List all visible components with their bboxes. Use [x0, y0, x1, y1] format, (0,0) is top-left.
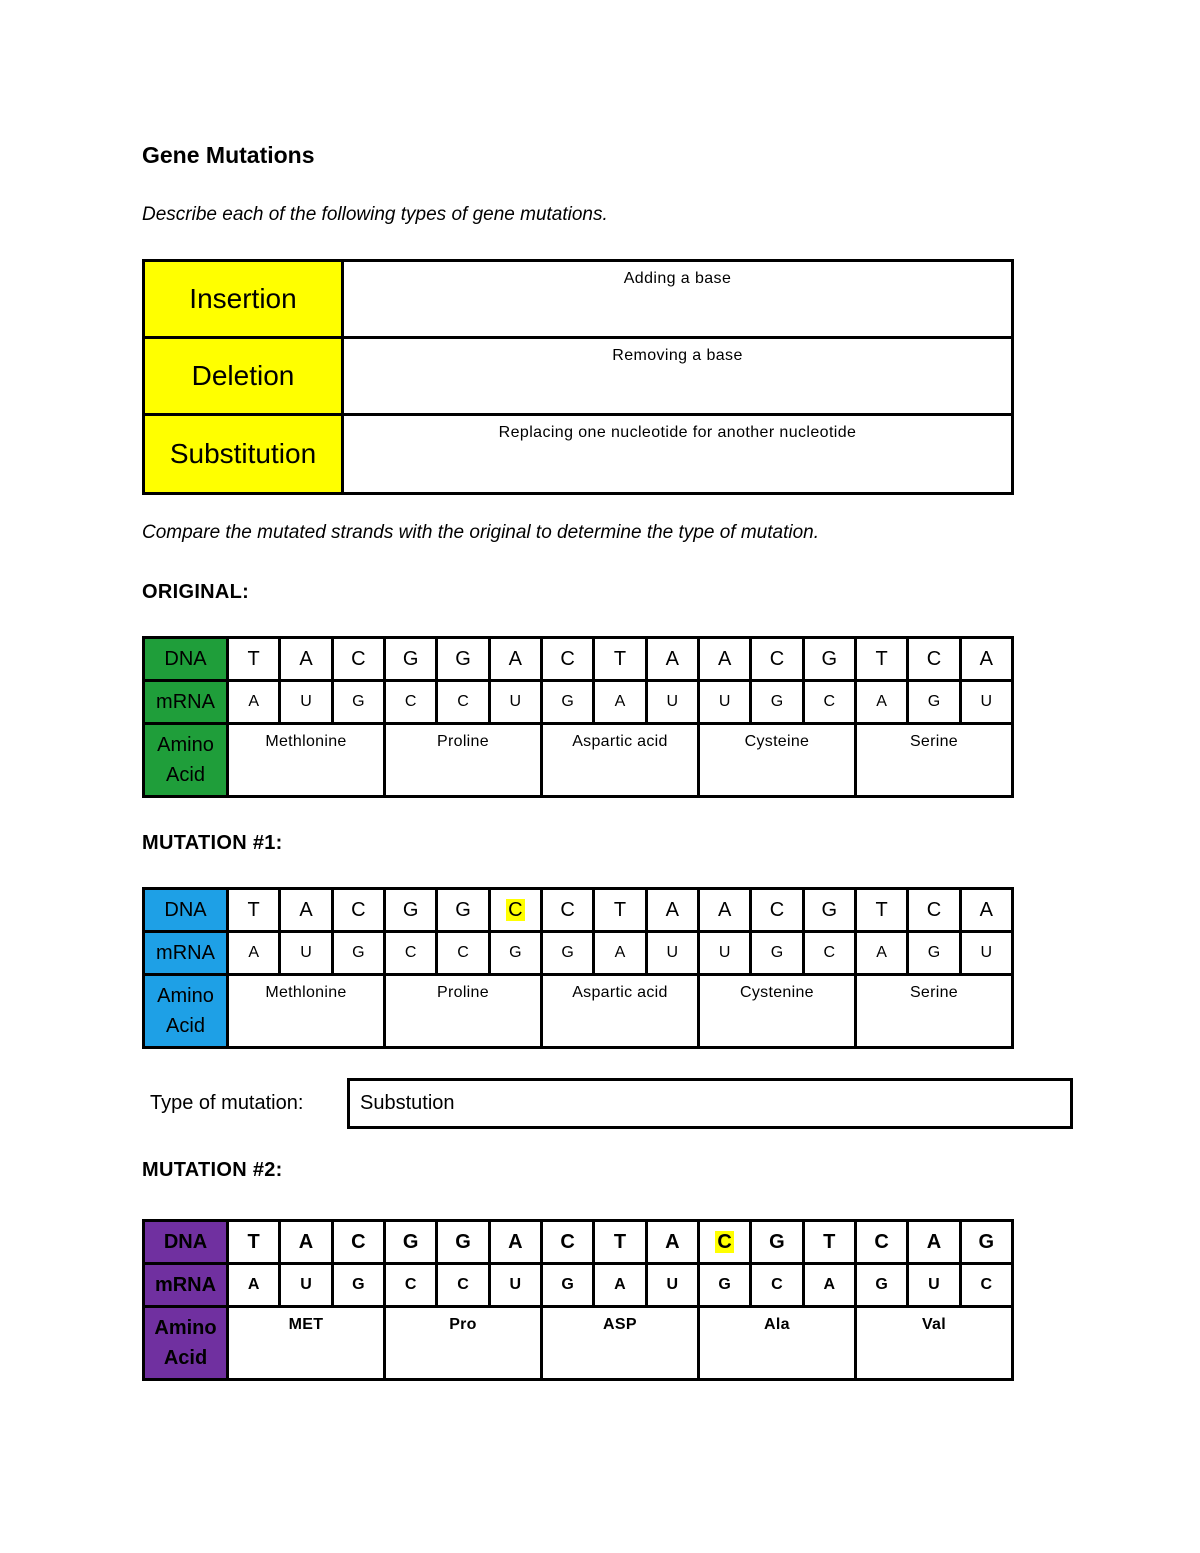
mrna-base[interactable]: G	[541, 932, 593, 975]
dna-base[interactable]	[280, 889, 332, 932]
amino-acid-cell[interactable]: Serine	[855, 975, 1012, 1048]
dna-base-letter: A	[717, 647, 732, 670]
mrna-base[interactable]: G	[855, 1264, 907, 1307]
mrna-base[interactable]: G	[541, 1264, 593, 1307]
dna-base[interactable]	[332, 638, 384, 681]
dna-base[interactable]	[228, 638, 280, 681]
dna-base[interactable]	[228, 889, 280, 932]
dna-base[interactable]	[332, 889, 384, 932]
mrna-row	[144, 681, 1013, 724]
mrna-base[interactable]: C	[803, 932, 855, 975]
mrna-base[interactable]: G	[908, 932, 960, 975]
dna-base[interactable]	[332, 1221, 384, 1264]
dna-base-letter: T	[613, 647, 627, 670]
mrna-base[interactable]: G	[751, 681, 803, 724]
dna-base[interactable]	[698, 889, 750, 932]
original-strand-table	[142, 636, 1014, 798]
mrna-base[interactable]: U	[280, 681, 332, 724]
dna-base[interactable]	[437, 889, 489, 932]
dna-base-letter: T	[613, 898, 627, 921]
mrna-row-label: mRNA	[144, 932, 228, 975]
dna-base-letter: C	[560, 647, 575, 670]
mrna-base[interactable]: G	[489, 932, 541, 975]
mrna-row-label: mRNA	[144, 681, 228, 724]
amino-acid-cell[interactable]: ASP	[541, 1307, 698, 1380]
dna-base-letter: C	[926, 647, 942, 670]
dna-base-letter: T	[875, 647, 888, 670]
original-label: ORIGINAL:	[142, 581, 250, 603]
mrna-base[interactable]: U	[698, 932, 750, 975]
mutation1-strand-table	[142, 887, 1014, 1049]
amino-acid-cell[interactable]: Val	[855, 1307, 1012, 1380]
amino-acid-cell[interactable]: Serine	[855, 724, 1012, 797]
dna-base-letter: C	[508, 898, 523, 921]
dna-base[interactable]	[855, 1221, 907, 1264]
dna-base[interactable]	[908, 638, 960, 681]
dna-row-label: DNA	[144, 638, 228, 681]
dna-base-letter: G	[455, 1230, 471, 1253]
amino-acid-cell[interactable]: Proline	[384, 724, 541, 797]
dna-base-letter: A	[979, 898, 993, 921]
dna-base[interactable]	[489, 889, 541, 932]
type-of-mutation-label: Type of mutation:	[150, 1092, 304, 1114]
dna-base[interactable]	[960, 889, 1012, 932]
dna-base-letter: G	[978, 1230, 995, 1253]
dna-base-letter: T	[247, 898, 260, 921]
dna-base[interactable]	[594, 1221, 646, 1264]
mrna-base[interactable]: U	[280, 1264, 332, 1307]
dna-base-letter: A	[665, 898, 679, 921]
dna-base[interactable]	[541, 889, 593, 932]
dna-base-letter: G	[455, 898, 471, 921]
dna-base-letter: G	[821, 898, 838, 921]
term-insertion: Insertion	[144, 261, 343, 338]
mrna-base[interactable]: G	[751, 932, 803, 975]
dna-base-letter: G	[402, 647, 419, 670]
dna-base-letter: C	[769, 898, 785, 921]
instruction-describe: Describe each of the following types of gene mutations.	[142, 204, 608, 225]
instruction-compare: Compare the mutated strands with the original to determine the type of mutation.	[142, 522, 819, 543]
definition-row	[144, 338, 1013, 415]
dna-base[interactable]	[960, 1221, 1012, 1264]
mrna-base[interactable]: G	[541, 681, 593, 724]
mrna-base[interactable]: C	[960, 1264, 1012, 1307]
mrna-base[interactable]: C	[437, 681, 489, 724]
dna-base[interactable]	[855, 889, 907, 932]
dna-base[interactable]	[489, 638, 541, 681]
description-substitution[interactable]: Replacing one nucleotide for another nucleotide	[343, 415, 1013, 494]
dna-base-letter: G	[769, 1230, 785, 1253]
dna-base-letter: T	[613, 1230, 627, 1253]
dna-base-letter: A	[299, 898, 313, 921]
mrna-base[interactable]: U	[960, 681, 1012, 724]
mrna-base[interactable]: G	[332, 1264, 384, 1307]
dna-base-letter: A	[508, 1230, 523, 1253]
mrna-base[interactable]: U	[646, 932, 698, 975]
type-of-mutation-answer[interactable]: Substution	[347, 1078, 1073, 1129]
mrna-base[interactable]: A	[228, 1264, 280, 1307]
amino-label-line2: Acid	[166, 764, 205, 786]
mrna-base[interactable]: A	[594, 1264, 646, 1307]
dna-base[interactable]	[228, 1221, 280, 1264]
dna-base[interactable]	[541, 638, 593, 681]
amino-acid-cell[interactable]: Pro	[384, 1307, 541, 1380]
mrna-base[interactable]: U	[489, 1264, 541, 1307]
dna-base-letter: C	[874, 1230, 889, 1253]
term-substitution: Substitution	[144, 415, 343, 494]
amino-acid-row	[144, 724, 1013, 797]
dna-base[interactable]	[908, 1221, 960, 1264]
mrna-base[interactable]: U	[698, 681, 750, 724]
amino-acid-row-label	[144, 1307, 228, 1380]
mrna-base[interactable]: C	[384, 1264, 436, 1307]
mutation2-label: MUTATION #2:	[142, 1159, 283, 1181]
mrna-base[interactable]: U	[960, 932, 1012, 975]
mrna-base[interactable]: U	[646, 681, 698, 724]
mrna-base[interactable]: U	[908, 1264, 960, 1307]
mrna-base[interactable]: C	[751, 1264, 803, 1307]
mrna-base[interactable]: U	[280, 932, 332, 975]
mrna-base[interactable]: A	[594, 681, 646, 724]
dna-base[interactable]	[908, 889, 960, 932]
dna-base-letter: A	[665, 647, 679, 670]
dna-base-letter: C	[351, 898, 366, 921]
mrna-base[interactable]: A	[228, 932, 280, 975]
amino-acid-cell[interactable]: Methlonine	[228, 724, 385, 797]
mrna-base[interactable]: U	[489, 681, 541, 724]
dna-base-letter: A	[298, 1230, 314, 1253]
dna-base-letter: A	[979, 647, 993, 670]
dna-base[interactable]	[803, 638, 855, 681]
dna-base[interactable]	[751, 638, 803, 681]
dna-base[interactable]	[960, 638, 1012, 681]
dna-base[interactable]	[384, 1221, 436, 1264]
dna-base[interactable]	[855, 638, 907, 681]
dna-base[interactable]	[437, 638, 489, 681]
dna-base-letter: A	[717, 898, 732, 921]
mutation2-strand-table	[142, 1219, 1014, 1381]
dna-base[interactable]	[489, 1221, 541, 1264]
amino-acid-cell[interactable]: Aspartic acid	[541, 724, 698, 797]
dna-base[interactable]	[646, 1221, 698, 1264]
mrna-base[interactable]: A	[803, 1264, 855, 1307]
dna-row	[144, 1221, 1013, 1264]
dna-base-letter: C	[926, 898, 942, 921]
mrna-base[interactable]: C	[384, 681, 436, 724]
dna-base[interactable]	[751, 1221, 803, 1264]
description-insertion[interactable]: Adding a base	[343, 261, 1013, 338]
dna-base-letter: C	[351, 1230, 366, 1253]
dna-base-letter: G	[402, 898, 419, 921]
dna-base[interactable]	[280, 1221, 332, 1264]
dna-row-label: DNA	[144, 889, 228, 932]
mrna-base[interactable]: G	[908, 681, 960, 724]
dna-base[interactable]	[646, 638, 698, 681]
amino-label-line1: Amino	[157, 734, 214, 756]
amino-acid-row	[144, 1307, 1013, 1380]
definitions-table	[142, 259, 1014, 495]
amino-label-line1: Amino	[154, 1317, 217, 1339]
dna-base-letter: T	[823, 1230, 836, 1253]
mrna-base[interactable]: C	[384, 932, 436, 975]
mrna-base[interactable]: A	[228, 681, 280, 724]
amino-acid-cell[interactable]: MET	[228, 1307, 385, 1380]
dna-base-letter: A	[926, 1230, 942, 1253]
dna-base[interactable]	[437, 1221, 489, 1264]
dna-row-label: DNA	[144, 1221, 228, 1264]
dna-base[interactable]	[803, 889, 855, 932]
dna-base-letter: G	[402, 1230, 419, 1253]
mrna-row	[144, 1264, 1013, 1307]
amino-label-line2: Acid	[163, 1347, 208, 1369]
dna-base-letter: G	[455, 647, 471, 670]
dna-row	[144, 889, 1013, 932]
dna-base-letter: G	[821, 647, 838, 670]
dna-base[interactable]	[280, 638, 332, 681]
mrna-base[interactable]: C	[437, 932, 489, 975]
amino-acid-row	[144, 975, 1013, 1048]
dna-base-letter: A	[665, 1230, 680, 1253]
dna-base-letter: C	[769, 647, 785, 670]
amino-acid-cell[interactable]: Cystenine	[698, 975, 855, 1048]
definition-row	[144, 415, 1013, 494]
amino-acid-cell[interactable]: Aspartic acid	[541, 975, 698, 1048]
mrna-row	[144, 932, 1013, 975]
dna-base[interactable]	[384, 638, 436, 681]
mrna-base[interactable]: G	[332, 932, 384, 975]
dna-base-letter: T	[247, 647, 260, 670]
definition-row	[144, 261, 1013, 338]
dna-base[interactable]	[803, 1221, 855, 1264]
dna-base-letter: C	[717, 1230, 732, 1253]
dna-base[interactable]	[751, 889, 803, 932]
mutation1-label: MUTATION #1:	[142, 832, 283, 854]
mrna-base[interactable]: C	[803, 681, 855, 724]
description-deletion[interactable]: Removing a base	[343, 338, 1013, 415]
amino-acid-cell[interactable]: Methlonine	[228, 975, 385, 1048]
dna-base[interactable]	[698, 638, 750, 681]
mrna-base[interactable]: A	[594, 932, 646, 975]
mrna-base[interactable]: U	[646, 1264, 698, 1307]
mrna-base[interactable]: G	[698, 1264, 750, 1307]
dna-base[interactable]	[384, 889, 436, 932]
dna-base-letter: T	[247, 1230, 260, 1253]
dna-base-letter: C	[351, 647, 366, 670]
dna-row	[144, 638, 1013, 681]
dna-base[interactable]	[594, 889, 646, 932]
dna-base[interactable]	[541, 1221, 593, 1264]
amino-acid-row-label	[144, 724, 228, 797]
dna-base[interactable]	[646, 889, 698, 932]
mrna-base[interactable]: A	[855, 681, 907, 724]
dna-base-letter: C	[560, 898, 575, 921]
mrna-base[interactable]: A	[855, 932, 907, 975]
mrna-base[interactable]: C	[437, 1264, 489, 1307]
dna-base[interactable]	[698, 1221, 750, 1264]
amino-acid-row-label	[144, 975, 228, 1048]
dna-base[interactable]	[594, 638, 646, 681]
mrna-row-label: mRNA	[144, 1264, 228, 1307]
amino-acid-cell[interactable]: Cysteine	[698, 724, 855, 797]
amino-label-line1: Amino	[157, 985, 214, 1007]
amino-label-line2: Acid	[166, 1015, 205, 1037]
dna-base-letter: T	[875, 898, 888, 921]
mrna-base[interactable]: G	[332, 681, 384, 724]
amino-acid-cell[interactable]: Ala	[698, 1307, 855, 1380]
dna-base-letter: C	[560, 1230, 575, 1253]
amino-acid-cell[interactable]: Proline	[384, 975, 541, 1048]
dna-base-letter: A	[299, 647, 313, 670]
dna-base-letter: A	[508, 647, 522, 670]
term-deletion: Deletion	[144, 338, 343, 415]
page-title: Gene Mutations	[142, 142, 315, 168]
